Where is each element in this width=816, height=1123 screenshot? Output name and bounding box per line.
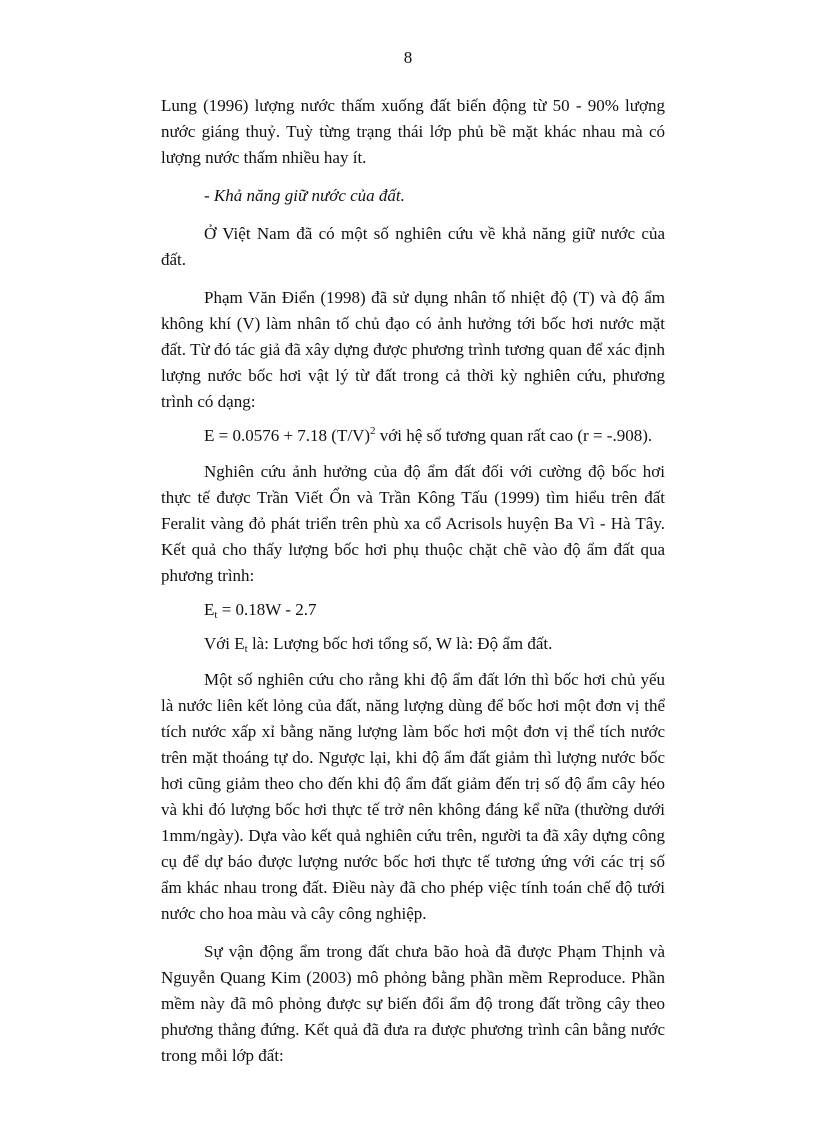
paragraph-soil-moisture-study: Nghiên cứu ảnh hưởng của độ ẩm đất đối với cường độ bốc hơi thực tế được Trần Viết Ổn và Trần Kông Tấu (1999) tìm hiểu trên đất Feralit vàng đỏ phát triển trên phù xa cổ Acrisols huyện Ba Vì - Hà Tây. Kết quả cho thấy lượng bốc hơi phụ thuộc chặt chẽ vào độ ẩm đất qua phương trình: — [161, 462, 665, 585]
definition-text: là: Lượng bốc hơi tổng số, W là: Độ ẩm đất. — [247, 634, 553, 653]
equation-variable-definitions — [161, 631, 665, 657]
equation-evaporation-correlation — [161, 423, 665, 449]
definition-subscript: t — [244, 643, 248, 655]
equation-2-base: E — [204, 600, 215, 619]
document-body — [161, 93, 665, 1069]
paragraph-water-infiltration: Lung (1996) lượng nước thấm xuống đất biến động từ 50 - 90% lượng nước giáng thuỷ. Tuỳ từng trạng thái lớp phủ bề mặt khác nhau mà có lượng nước thấm nhiều hay ít. — [161, 96, 665, 167]
definition-prefix: Với E — [204, 634, 245, 653]
equation-2-rest: = 0.18W - 2.7 — [217, 600, 317, 619]
paragraph-pham-van-dien: Phạm Văn Điển (1998) đã sử dụng nhân tố nhiệt độ (T) và độ ẩm không khí (V) làm nhân tố chủ đạo có ảnh hưởng tới bốc hơi nước mặt đất. Từ đó tác giả đã xây dựng được phương trình tương quan để xác định lượng nước bốc hơi vật lý từ đất trong cả thời kỳ nghiên cứu, phương trình có dạng: — [161, 288, 665, 411]
paragraph-vietnam-research: Ở Việt Nam đã có một số nghiên cứu về khả năng giữ nước của đất. — [161, 224, 665, 269]
paragraph-evaporation-moisture: Một số nghiên cứu cho rằng khi độ ẩm đất lớn thì bốc hơi chủ yếu là nước liên kết lỏng của đất, năng lượng dùng để bốc hơi một đơn vị thể tích nước xấp xỉ bằng năng lượng làm bốc hơi một đơn vị thể tích nước trên mặt thoáng tự do. Ngược lại, khi độ ẩm đất giảm thì lượng nước bốc hơi cũng giảm theo cho đến khi độ ẩm đất giảm đến trị số độ ẩm cây héo và khi đó lượng bốc hơi thực tế trở nên không đáng kể nữa (thường dưới 1mm/ngày). Dựa vào kết quả nghiên cứu trên, người ta đã xây dựng công cụ để dự báo được lượng nước bốc hơi thực tế tương ứng với các trị số ẩm khác nhau trong đất. Điều này đã cho phép việc tính toán chế độ tưới nước cho hoa màu và cây công nghiệp. — [161, 670, 665, 923]
equation-1-tail: với hệ số tương quan rất cao (r = -.908). — [375, 426, 653, 445]
page-number: 8 — [403, 48, 413, 67]
equation-1-main: E = 0.0576 + 7.18 (T/V) — [204, 426, 371, 445]
equation-total-evaporation — [161, 597, 665, 623]
equation-1-exponent: 2 — [370, 425, 376, 437]
section-heading-water-retention: - Khả năng giữ nước của đất. — [204, 186, 405, 205]
equation-2-subscript: t — [214, 609, 218, 621]
paragraph-reproduce-software: Sự vận động ẩm trong đất chưa bão hoà đã được Phạm Thịnh và Nguyễn Quang Kim (2003) mô phỏng bằng phần mềm Reproduce. Phần mềm này đã mô phỏng được sự biến đổi ẩm độ trong đất trồng cây theo phương thẳng đứng. Kết quả đã đưa ra được phương trình cân bằng nước trong mỗi lớp đất: — [161, 942, 665, 1065]
